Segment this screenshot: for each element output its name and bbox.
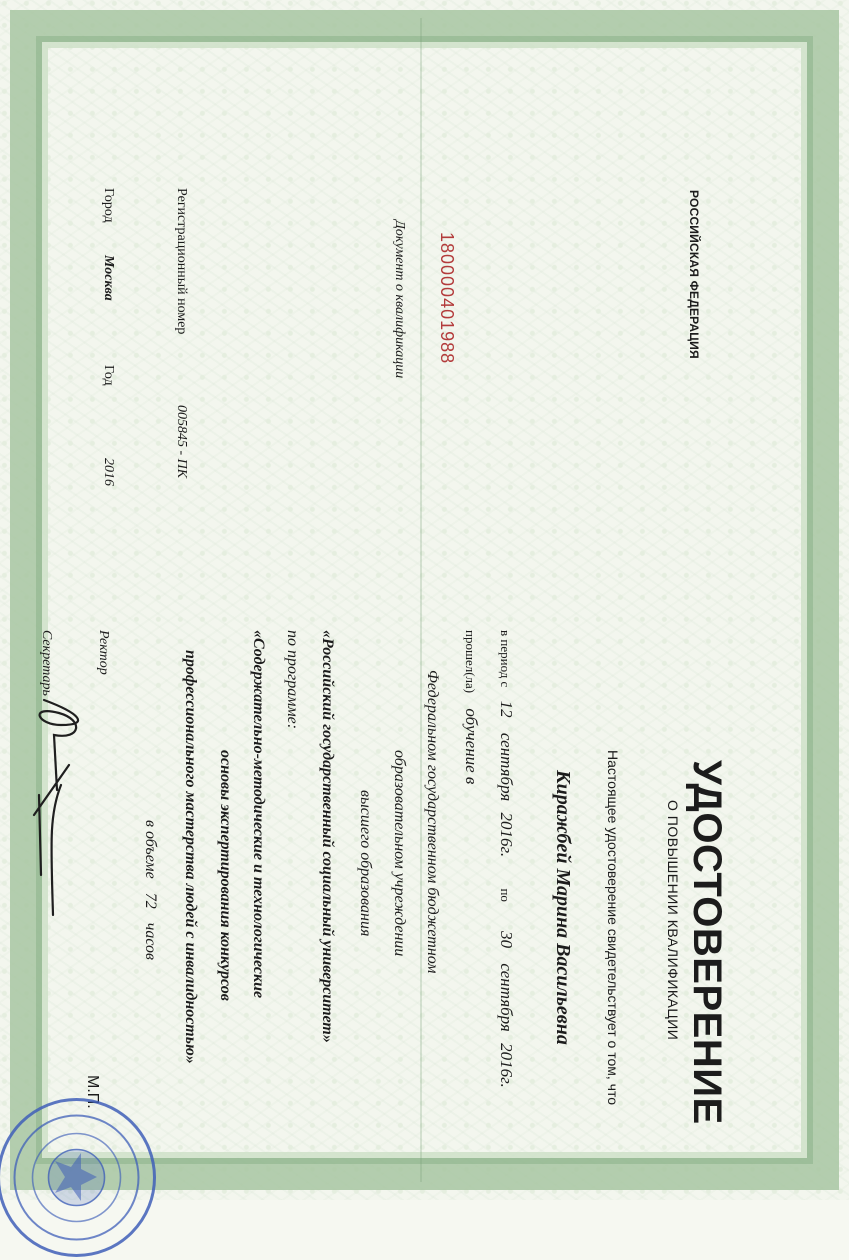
- program-line-3: профессионального мастерства людей с инвалидностью»: [182, 650, 199, 1064]
- period-line: [496, 630, 516, 1088]
- start-month: сентября: [497, 732, 516, 802]
- left-page: [0, 0, 849, 600]
- document-type: Документ о квалификации: [392, 220, 407, 379]
- stamp-label: М.П.: [84, 1075, 101, 1109]
- passed-label: прошел(ла): [463, 630, 478, 694]
- registration-label: Регистрационный номер: [174, 188, 189, 335]
- registration-number: 005845 - ПК: [174, 405, 189, 479]
- period-prefix: в период с: [498, 630, 513, 688]
- study-word: обучение в: [462, 708, 481, 785]
- city-label: Город: [101, 188, 116, 223]
- volume-prefix: в объеме: [142, 820, 159, 879]
- start-year: 2016г.: [497, 812, 516, 858]
- rector-label: Ректор: [96, 630, 111, 675]
- secretary-label: Секретарь: [39, 630, 54, 696]
- end-month: сентября: [497, 963, 516, 1032]
- org-name: «Российский государственный социальный университет»: [319, 630, 336, 1043]
- official-seal: [0, 1095, 159, 1260]
- study-line: [461, 630, 481, 784]
- org-line-3: высшего образования: [357, 790, 374, 937]
- year-label: Год: [101, 365, 116, 386]
- start-day: 12: [497, 700, 516, 718]
- holder-name: Киражбей Марина Васильевна: [552, 770, 574, 1045]
- program-label: по программе:: [284, 630, 301, 730]
- program-line-1: «Содержательно-методические и технологические: [250, 630, 267, 999]
- city-value: Москва: [101, 255, 116, 301]
- end-year: 2016г.: [497, 1043, 516, 1088]
- certificate-title: УДОСТОВЕРЕНИЕ: [685, 760, 729, 1125]
- volume-line: [141, 820, 159, 960]
- org-line-1: Федеральном государственном бюджетном: [424, 670, 441, 974]
- program-line-2: основы экспертирования конкурсов: [217, 750, 234, 1001]
- hours-value: 72: [142, 892, 159, 909]
- year-value: 2016: [101, 458, 116, 486]
- to-word: по: [498, 888, 513, 902]
- country-title: РОССИЙСКАЯ ФЕДЕРАЦИЯ: [687, 190, 701, 359]
- org-line-2: образовательном учреждении: [391, 750, 408, 957]
- hours-unit: часов: [142, 922, 159, 960]
- certificate-subtitle: О ПОВЫШЕНИИ КВАЛИФИКАЦИИ: [665, 800, 681, 1041]
- end-day: 30: [497, 931, 516, 949]
- right-page: [0, 600, 849, 1200]
- signature: [19, 695, 99, 935]
- document-number: 180000401988: [437, 232, 457, 365]
- intro-text: Настоящее удостоверение свидетельствует о том, что: [605, 750, 621, 1105]
